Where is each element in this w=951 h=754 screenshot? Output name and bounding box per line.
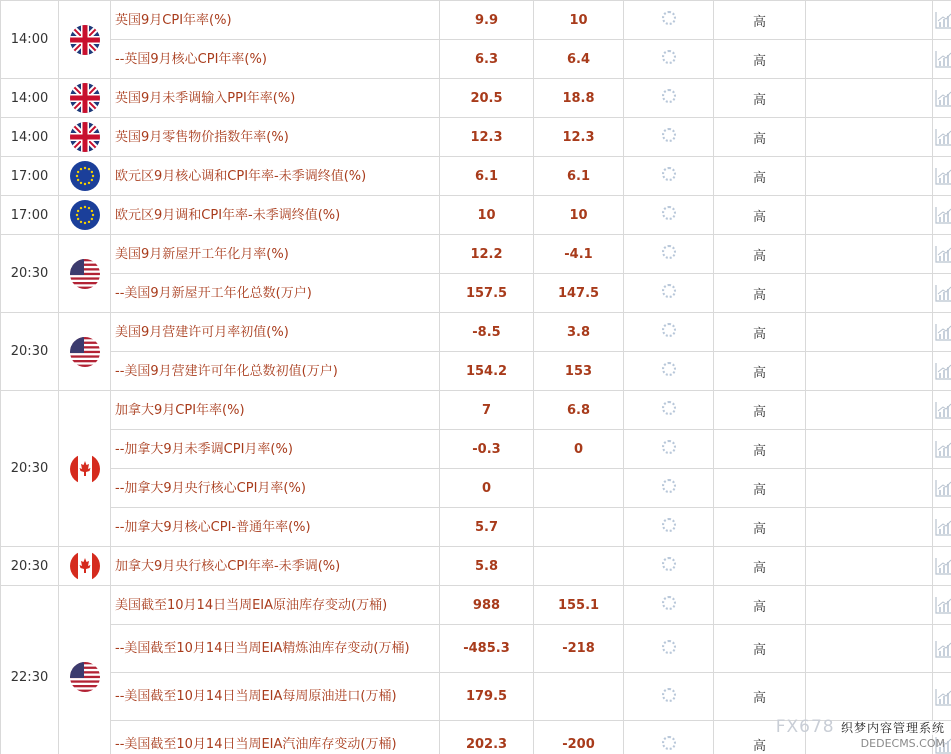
table-row: [1, 274, 951, 313]
indicator-name[interactable]: 加拿大9月央行核心CPI年率-未季调(%): [111, 547, 440, 586]
actual-value-pending: [624, 391, 714, 430]
indicator-name[interactable]: 美国9月新屋开工年化月率(%): [111, 235, 440, 274]
chart-link-cell[interactable]: [933, 79, 951, 118]
impact-cell: [806, 391, 933, 430]
table-row: [1, 430, 951, 469]
bar-chart-icon[interactable]: [935, 89, 951, 107]
previous-value: 0: [440, 469, 534, 508]
table-row: [1, 157, 951, 196]
chart-link-cell[interactable]: [933, 196, 951, 235]
indicator-name[interactable]: 英国9月CPI年率(%): [111, 1, 440, 40]
previous-value: -0.3: [440, 430, 534, 469]
importance-level: 高: [714, 40, 806, 79]
actual-value-pending: [624, 508, 714, 547]
importance-level: 高: [714, 274, 806, 313]
importance-level: 高: [714, 118, 806, 157]
forecast-value: 6.8: [534, 391, 624, 430]
indicator-name[interactable]: --加拿大9月核心CPI-普通年率(%): [111, 508, 440, 547]
table-row: [1, 118, 951, 157]
chart-link-cell[interactable]: [933, 352, 951, 391]
canada-flag-icon: [70, 551, 100, 581]
chart-link-cell[interactable]: [933, 625, 951, 673]
actual-value-pending: [624, 157, 714, 196]
impact-cell: [806, 1, 933, 40]
impact-cell: [806, 721, 933, 754]
importance-level: 高: [714, 721, 806, 754]
us-flag-icon: [70, 259, 100, 289]
impact-cell: [806, 508, 933, 547]
country-flag-cell: [59, 1, 111, 79]
indicator-name[interactable]: --美国9月新屋开工年化总数(万户): [111, 274, 440, 313]
release-time: 20:30: [1, 313, 59, 391]
impact-cell: [806, 547, 933, 586]
bar-chart-icon[interactable]: [935, 440, 951, 458]
forecast-value: 6.4: [534, 40, 624, 79]
uk-flag-icon: [70, 83, 100, 113]
uk-flag-icon: [70, 25, 100, 55]
actual-value-pending: [624, 1, 714, 40]
bar-chart-icon[interactable]: [935, 401, 951, 419]
chart-link-cell[interactable]: [933, 469, 951, 508]
chart-link-cell[interactable]: [933, 40, 951, 79]
impact-cell: [806, 673, 933, 721]
actual-value-pending: [624, 586, 714, 625]
importance-level: 高: [714, 313, 806, 352]
loading-spinner-icon: [662, 557, 676, 571]
loading-spinner-icon: [662, 640, 676, 654]
actual-value-pending: [624, 721, 714, 754]
bar-chart-icon[interactable]: [935, 50, 951, 68]
forecast-value: 153: [534, 352, 624, 391]
importance-level: 高: [714, 196, 806, 235]
loading-spinner-icon: [662, 206, 676, 220]
forecast-value: 0: [534, 430, 624, 469]
bar-chart-icon[interactable]: [935, 167, 951, 185]
indicator-name[interactable]: 英国9月零售物价指数年率(%): [111, 118, 440, 157]
country-flag-cell: [59, 586, 111, 754]
chart-link-cell[interactable]: [933, 391, 951, 430]
forecast-value: [534, 673, 624, 721]
previous-value: 988: [440, 586, 534, 625]
loading-spinner-icon: [662, 596, 676, 610]
us-flag-icon: [70, 337, 100, 367]
previous-value: 7: [440, 391, 534, 430]
previous-value: 5.7: [440, 508, 534, 547]
chart-link-cell[interactable]: [933, 1, 951, 40]
indicator-name[interactable]: --加拿大9月央行核心CPI月率(%): [111, 469, 440, 508]
forecast-value: [534, 508, 624, 547]
forecast-value: -4.1: [534, 235, 624, 274]
indicator-name[interactable]: 美国9月营建许可月率初值(%): [111, 313, 440, 352]
bar-chart-icon[interactable]: [935, 284, 951, 302]
actual-value-pending: [624, 547, 714, 586]
eu-flag-icon: [70, 161, 100, 191]
forecast-value: -218: [534, 625, 624, 673]
bar-chart-icon[interactable]: [935, 688, 951, 706]
loading-spinner-icon: [662, 284, 676, 298]
importance-level: 高: [714, 352, 806, 391]
chart-link-cell[interactable]: [933, 274, 951, 313]
loading-spinner-icon: [662, 440, 676, 454]
loading-spinner-icon: [662, 50, 676, 64]
previous-value: 154.2: [440, 352, 534, 391]
forecast-value: 147.5: [534, 274, 624, 313]
forecast-value: 18.8: [534, 79, 624, 118]
release-time: 17:00: [1, 196, 59, 235]
chart-link-cell[interactable]: [933, 547, 951, 586]
release-time: 20:30: [1, 391, 59, 547]
table-row: [1, 313, 951, 352]
loading-spinner-icon: [662, 11, 676, 25]
table-row: [1, 508, 951, 547]
importance-level: 高: [714, 547, 806, 586]
forecast-value: 6.1: [534, 157, 624, 196]
us-flag-icon: [70, 662, 100, 692]
indicator-name[interactable]: 欧元区9月核心调和CPI年率-未季调终值(%): [111, 157, 440, 196]
actual-value-pending: [624, 196, 714, 235]
table-row: [1, 235, 951, 274]
impact-cell: [806, 586, 933, 625]
chart-link-cell[interactable]: [933, 721, 951, 754]
chart-link-cell[interactable]: [933, 157, 951, 196]
loading-spinner-icon: [662, 167, 676, 181]
indicator-name[interactable]: 加拿大9月CPI年率(%): [111, 391, 440, 430]
watermark-brand: FX678: [775, 717, 835, 737]
eu-flag-icon: [70, 200, 100, 230]
loading-spinner-icon: [662, 245, 676, 259]
previous-value: 5.8: [440, 547, 534, 586]
importance-level: 高: [714, 469, 806, 508]
loading-spinner-icon: [662, 362, 676, 376]
table-row: [1, 673, 951, 721]
loading-spinner-icon: [662, 736, 676, 750]
loading-spinner-icon: [662, 89, 676, 103]
actual-value-pending: [624, 625, 714, 673]
impact-cell: [806, 469, 933, 508]
importance-level: 高: [714, 625, 806, 673]
indicator-name[interactable]: --美国截至10月14日当周EIA汽油库存变动(万桶): [111, 721, 440, 754]
country-flag-cell: [59, 79, 111, 118]
bar-chart-icon[interactable]: [935, 518, 951, 536]
chart-link-cell[interactable]: [933, 118, 951, 157]
loading-spinner-icon: [662, 518, 676, 532]
importance-level: 高: [714, 508, 806, 547]
bar-chart-icon[interactable]: [935, 245, 951, 263]
country-flag-cell: [59, 547, 111, 586]
table-row: [1, 625, 951, 673]
importance-level: 高: [714, 79, 806, 118]
table-row: [1, 352, 951, 391]
table-row: [1, 1, 951, 40]
loading-spinner-icon: [662, 688, 676, 702]
table-row: [1, 196, 951, 235]
watermark-url: DEDECMS.COM: [860, 737, 945, 750]
previous-value: -8.5: [440, 313, 534, 352]
previous-value: 157.5: [440, 274, 534, 313]
country-flag-cell: [59, 157, 111, 196]
forecast-value: 3.8: [534, 313, 624, 352]
table-row: [1, 391, 951, 430]
actual-value-pending: [624, 118, 714, 157]
table-row: [1, 547, 951, 586]
bar-chart-icon[interactable]: [935, 479, 951, 497]
previous-value: -485.3: [440, 625, 534, 673]
table-row: [1, 469, 951, 508]
bar-chart-icon[interactable]: [935, 128, 951, 146]
loading-spinner-icon: [662, 401, 676, 415]
chart-link-cell[interactable]: [933, 235, 951, 274]
release-time: 20:30: [1, 235, 59, 313]
previous-value: 202.3: [440, 721, 534, 754]
bar-chart-icon[interactable]: [935, 640, 951, 658]
country-flag-cell: [59, 235, 111, 313]
importance-level: 高: [714, 586, 806, 625]
importance-level: 高: [714, 157, 806, 196]
importance-level: 高: [714, 391, 806, 430]
impact-cell: [806, 79, 933, 118]
watermark-site: 织梦内容管理系统: [840, 721, 945, 735]
actual-value-pending: [624, 40, 714, 79]
previous-value: 12.3: [440, 118, 534, 157]
previous-value: 179.5: [440, 673, 534, 721]
impact-cell: [806, 235, 933, 274]
impact-cell: [806, 118, 933, 157]
release-time: 14:00: [1, 118, 59, 157]
actual-value-pending: [624, 469, 714, 508]
forecast-value: 10: [534, 1, 624, 40]
release-time: 22:30: [1, 586, 59, 754]
indicator-name[interactable]: 欧元区9月调和CPI年率-未季调终值(%): [111, 196, 440, 235]
previous-value: 6.3: [440, 40, 534, 79]
country-flag-cell: [59, 118, 111, 157]
actual-value-pending: [624, 430, 714, 469]
indicator-name[interactable]: --美国截至10月14日当周EIA每周原油进口(万桶): [111, 673, 440, 721]
forecast-value: 12.3: [534, 118, 624, 157]
loading-spinner-icon: [662, 323, 676, 337]
importance-level: 高: [714, 430, 806, 469]
release-time: 17:00: [1, 157, 59, 196]
impact-cell: [806, 40, 933, 79]
previous-value: 20.5: [440, 79, 534, 118]
indicator-name[interactable]: 美国截至10月14日当周EIA原油库存变动(万桶): [111, 586, 440, 625]
country-flag-cell: [59, 313, 111, 391]
forecast-value: -200: [534, 721, 624, 754]
chart-link-cell[interactable]: [933, 313, 951, 352]
release-time: 14:00: [1, 1, 59, 79]
uk-flag-icon: [70, 122, 100, 152]
table-row: [1, 79, 951, 118]
impact-cell: [806, 274, 933, 313]
previous-value: 12.2: [440, 235, 534, 274]
impact-cell: [806, 352, 933, 391]
impact-cell: [806, 157, 933, 196]
bar-chart-icon[interactable]: [935, 362, 951, 380]
indicator-name[interactable]: --美国9月营建许可年化总数初值(万户): [111, 352, 440, 391]
impact-cell: [806, 625, 933, 673]
forecast-value: 10: [534, 196, 624, 235]
actual-value-pending: [624, 352, 714, 391]
importance-level: 高: [714, 673, 806, 721]
loading-spinner-icon: [662, 128, 676, 142]
impact-cell: [806, 430, 933, 469]
importance-level: 高: [714, 1, 806, 40]
bar-chart-icon[interactable]: [935, 323, 951, 341]
country-flag-cell: [59, 196, 111, 235]
bar-chart-icon[interactable]: [935, 596, 951, 614]
bar-chart-icon[interactable]: [935, 557, 951, 575]
release-time: 20:30: [1, 547, 59, 586]
bar-chart-icon[interactable]: [935, 11, 951, 29]
chart-link-cell[interactable]: [933, 430, 951, 469]
chart-link-cell[interactable]: [933, 673, 951, 721]
forecast-value: [534, 469, 624, 508]
actual-value-pending: [624, 673, 714, 721]
release-time: 14:00: [1, 79, 59, 118]
indicator-name[interactable]: 英国9月未季调输入PPI年率(%): [111, 79, 440, 118]
actual-value-pending: [624, 313, 714, 352]
indicator-name[interactable]: --英国9月核心CPI年率(%): [111, 40, 440, 79]
forecast-value: [534, 547, 624, 586]
indicator-name[interactable]: --加拿大9月未季调CPI月率(%): [111, 430, 440, 469]
importance-level: 高: [714, 235, 806, 274]
table-row: [1, 721, 951, 754]
previous-value: 10: [440, 196, 534, 235]
chart-link-cell[interactable]: [933, 586, 951, 625]
impact-cell: [806, 313, 933, 352]
chart-link-cell[interactable]: [933, 508, 951, 547]
canada-flag-icon: [70, 454, 100, 484]
actual-value-pending: [624, 274, 714, 313]
table-row: [1, 40, 951, 79]
actual-value-pending: [624, 235, 714, 274]
loading-spinner-icon: [662, 479, 676, 493]
country-flag-cell: [59, 391, 111, 547]
impact-cell: [806, 196, 933, 235]
bar-chart-icon[interactable]: [935, 736, 951, 754]
bar-chart-icon[interactable]: [935, 206, 951, 224]
previous-value: 6.1: [440, 157, 534, 196]
actual-value-pending: [624, 79, 714, 118]
indicator-name[interactable]: --美国截至10月14日当周EIA精炼油库存变动(万桶): [111, 625, 440, 673]
forecast-value: 155.1: [534, 586, 624, 625]
previous-value: 9.9: [440, 1, 534, 40]
table-row: [1, 586, 951, 625]
